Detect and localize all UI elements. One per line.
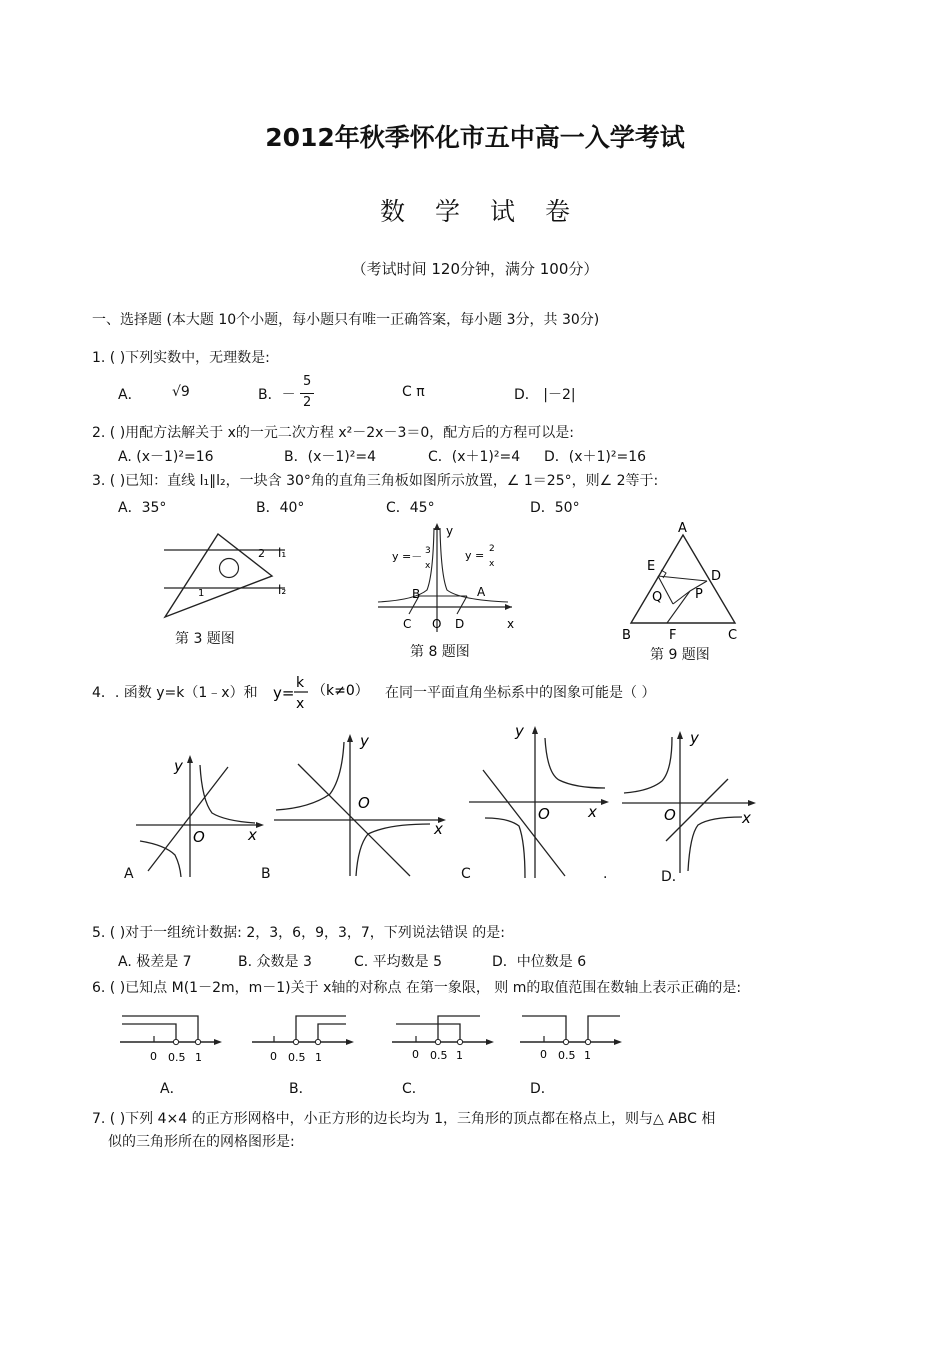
svg-text:y=: y= — [273, 684, 295, 702]
q6b-tick-0: 0 — [270, 1050, 277, 1063]
q2-option-c: C．(x＋1)²=4 — [428, 449, 521, 465]
fig3-label-angle2: 2 — [258, 547, 265, 560]
q5-option-d: D．中位数是 6 — [492, 954, 587, 970]
q5-option-c: C. 平均数是 5 — [354, 954, 443, 970]
fig9-label-a: A — [678, 521, 687, 536]
q5-option-a: A. 极差是 7 — [118, 954, 192, 970]
q1-option-b-denominator: 2 — [303, 395, 312, 410]
q7-stem-line1: 7. ( )下列 4×4 的正方形网格中，小正方形的边长均为 1，三角形的顶点都在格点上，则与△ ABC 相 — [92, 1111, 716, 1127]
q4-formula — [272, 671, 382, 715]
q4b-origin-label: O — [358, 794, 370, 812]
fig8-label-right-den: x — [489, 559, 495, 569]
fig8-label-x: x — [507, 617, 515, 631]
figure-3 — [150, 520, 310, 620]
q5-option-b: B. 众数是 3 — [238, 954, 312, 970]
fig8-label-a: A — [477, 585, 486, 599]
q4b-x-label: x — [434, 820, 443, 838]
q4c-y-label: y — [515, 722, 524, 740]
q4-option-c: C — [461, 866, 471, 882]
fig8-label-d: D — [455, 617, 465, 631]
q1-option-b-label: B．－ — [258, 387, 296, 403]
q4b-y-label: y — [360, 732, 369, 750]
section-heading: 一、选择题 (本大题 10个小题，每小题只有唯一正确答案，每小题 3分，共 30分) — [92, 312, 600, 328]
q2-option-d: D．(x＋1)²=16 — [544, 449, 647, 465]
q6-numberline-c — [390, 1008, 500, 1068]
q4c-x-label: x — [588, 803, 597, 821]
q3-option-c: C．45° — [386, 500, 435, 516]
fig9-label-q: Q — [652, 590, 663, 605]
q6-numberline-d — [518, 1008, 628, 1068]
fig3-label-angle1: 1 — [198, 588, 205, 599]
q3-stem: 3. ( )已知：直线 l₁∥l₂，一块含 30°角的直角三角板如图所示放置，∠ 1＝25°，则∠ 2等于: — [92, 473, 659, 489]
q4d-x-label: x — [742, 809, 751, 827]
fig8-label-b: B — [412, 587, 421, 601]
q4-stem-end: 在同一平面直角坐标系中的图象可能是（ ） — [385, 685, 656, 701]
q6c-tick-05: 0.5 — [430, 1049, 448, 1062]
q6b-tick-05: 0.5 — [288, 1051, 306, 1064]
q4a-x-label: x — [248, 826, 257, 844]
fraction-bar — [300, 393, 314, 394]
q6d-tick-05: 0.5 — [558, 1049, 576, 1062]
fig8-label-c: C — [403, 617, 412, 631]
q2-option-a: A. (x－1)²=16 — [118, 449, 214, 465]
fig9-label-b: B — [622, 628, 631, 643]
fig8-label-right-eq: y = — [465, 549, 485, 562]
fig8-label-left-eq: y =－ — [392, 550, 423, 563]
q6-stem: 6. ( )已知点 M(1－2m，m－1)关于 x轴的对称点 在第一象限， 则 m的取值范围在数轴上表示正确的是: — [92, 980, 742, 996]
q4-graph-b — [270, 728, 455, 880]
svg-text:k: k — [296, 675, 305, 691]
q1-option-d: D． |－2| — [514, 387, 576, 403]
fig9-label-e: E — [647, 559, 656, 574]
q6-option-c: C． — [402, 1081, 426, 1097]
q1-option-a-label: A． — [118, 387, 142, 403]
q4-option-d: D． — [661, 869, 686, 885]
svg-text:x: x — [296, 696, 305, 712]
q6-numberline-a — [118, 1008, 228, 1068]
q6d-tick-0: 0 — [540, 1048, 547, 1061]
fig9-label-d: D — [711, 569, 722, 584]
q2-option-b: B．(x－1)²=4 — [284, 449, 376, 465]
fig9-label-p: P — [695, 587, 703, 602]
fig9-caption: 第 9 题图 — [650, 647, 710, 663]
q6-option-a: A． — [160, 1081, 184, 1097]
q6a-tick-05: 0.5 — [168, 1051, 186, 1064]
q4a-origin-label: O — [193, 828, 205, 846]
q6b-tick-1: 1 — [315, 1051, 322, 1064]
q1-option-c: C π — [402, 384, 425, 400]
q4-graph-d — [620, 725, 765, 875]
q6c-tick-0: 0 — [412, 1048, 419, 1061]
q6c-tick-1: 1 — [456, 1049, 463, 1062]
q4c-origin-label: O — [538, 805, 550, 823]
q1-option-a-value: √9 — [172, 384, 190, 400]
q4d-y-label: y — [690, 729, 699, 747]
q4-option-a: A — [124, 866, 134, 882]
q4-stem: 4．. 函数 y=k（1﹣x）和 — [92, 685, 258, 701]
q5-stem: 5. ( )对于一组统计数据: 2，3，6，9，3，7，下列说法错误 的是: — [92, 925, 505, 941]
q3-option-b: B．40° — [256, 500, 305, 516]
q6-option-b: B． — [289, 1081, 313, 1097]
figure-8 — [370, 520, 520, 635]
fig8-label-left-den: x — [425, 561, 431, 571]
q6a-tick-0: 0 — [150, 1050, 157, 1063]
fig8-label-y: y — [446, 524, 454, 538]
q4-option-b: B — [261, 866, 271, 882]
q4a-y-label: y — [174, 757, 183, 775]
q2-stem: 2. ( )用配方法解关于 x的一元二次方程 x²－2x－3＝0，配方后的方程可以是: — [92, 425, 574, 441]
fig9-label-f: F — [669, 628, 677, 643]
q6d-tick-1: 1 — [584, 1049, 591, 1062]
fig3-caption: 第 3 题图 — [175, 631, 235, 647]
subject-title: 数学试卷 — [379, 197, 600, 226]
fig8-label-left-num: 3 — [425, 546, 431, 556]
fig9-label-c: C — [728, 628, 738, 643]
svg-text:（k≠0）: （k≠0） — [312, 683, 369, 699]
q1-stem: 1. ( )下列实数中，无理数是: — [92, 350, 270, 366]
q1-option-b-numerator: 5 — [303, 374, 312, 389]
exam-info: （考试时间 120分钟，满分 100分） — [351, 260, 599, 278]
q6-numberline-b — [250, 1008, 360, 1068]
figure-9 — [615, 515, 750, 645]
fig3-label-l2: l₂ — [278, 583, 287, 597]
q3-option-d: D．50° — [530, 500, 580, 516]
q7-stem-line2: 似的三角形所在的网格图形是: — [108, 1134, 295, 1150]
exam-title: 2012年秋季怀化市五中高一入学考试 — [265, 123, 685, 152]
q6a-tick-1: 1 — [195, 1051, 202, 1064]
q4-graph-a — [130, 745, 270, 880]
q6-option-d: D． — [530, 1081, 555, 1097]
q3-option-a: A．35° — [118, 500, 167, 516]
q4d-origin-label: O — [664, 806, 676, 824]
fig8-label-right-num: 2 — [489, 544, 495, 554]
fig8-label-o: O — [432, 617, 442, 631]
q4-graph-c — [465, 718, 615, 880]
fig3-label-l1: l₁ — [278, 546, 287, 560]
fig8-caption: 第 8 题图 — [410, 644, 470, 660]
q4-option-dot: . — [603, 866, 608, 882]
